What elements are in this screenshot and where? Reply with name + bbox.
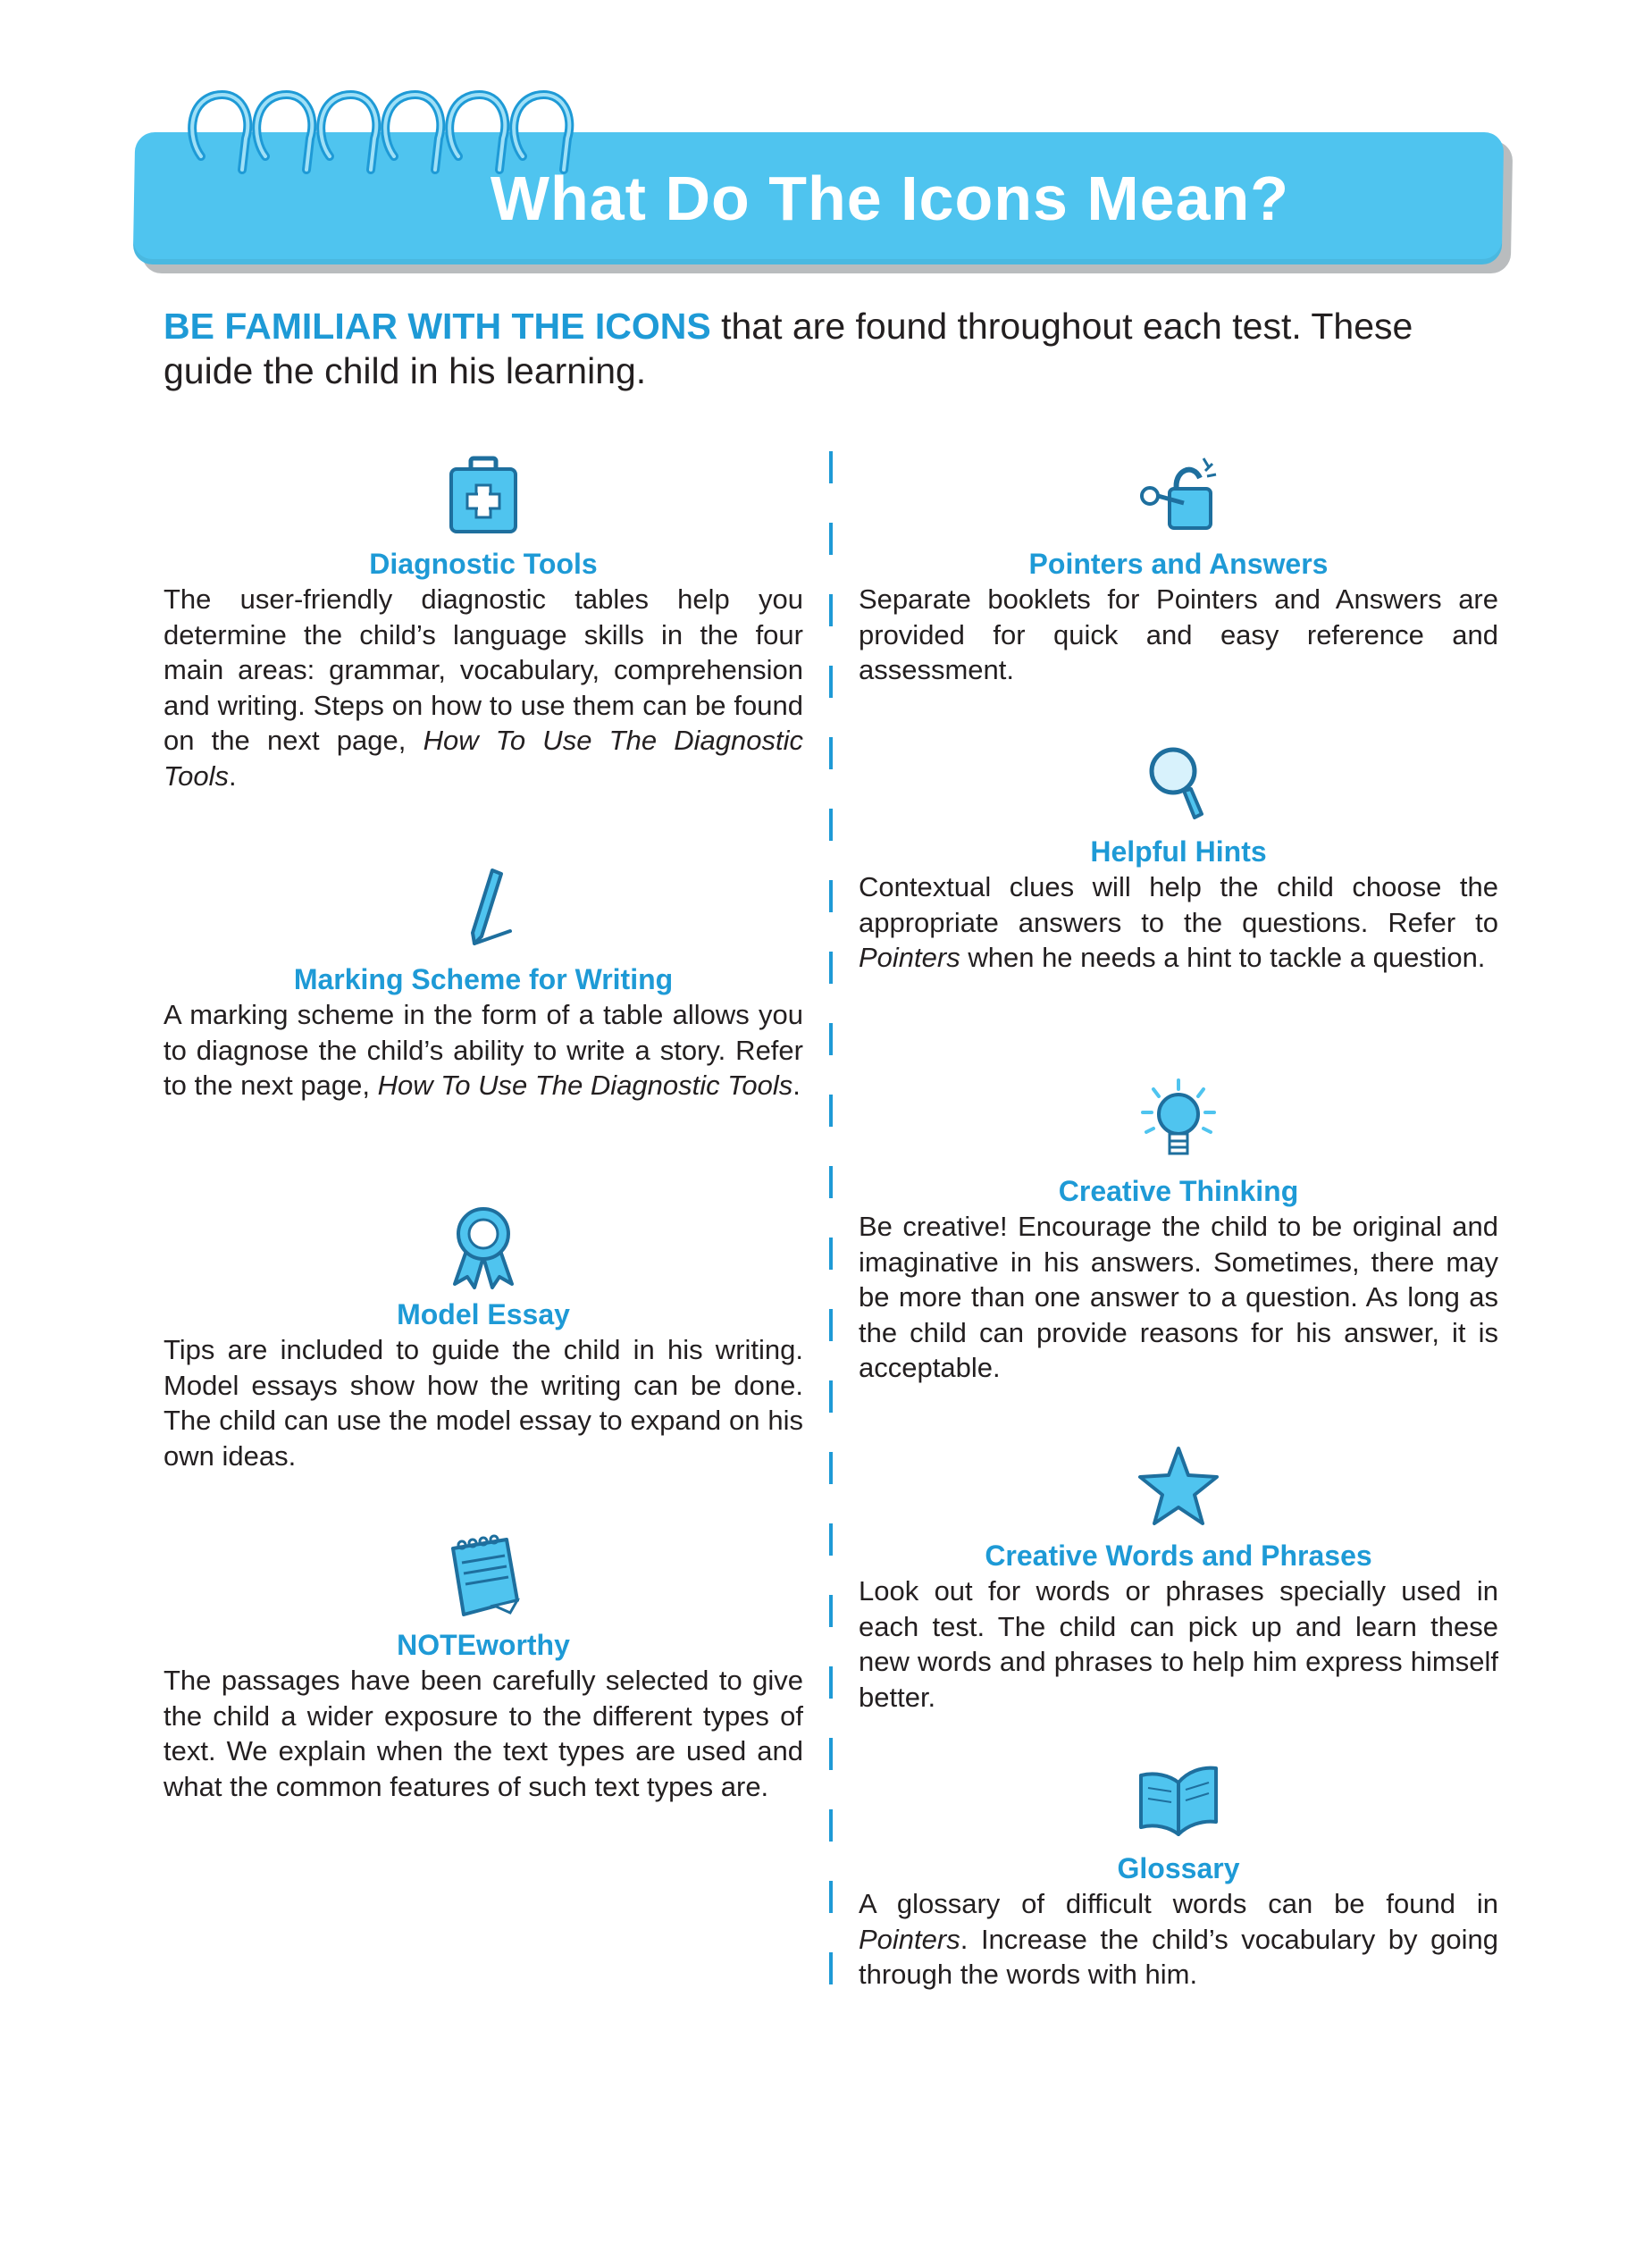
first-aid-kit-icon bbox=[439, 451, 528, 541]
text-emphasis: How To Use The Diagnostic Tools bbox=[377, 1070, 793, 1101]
text-part: The passages have been carefully selected to give the child a wider exposure to the different types of text. We explain when the text types are used and what the common features of such text types are. bbox=[164, 1665, 803, 1802]
text-part: . Increase the child’s vocabulary by going through the words with him. bbox=[859, 1923, 1498, 1990]
item-creative-thinking bbox=[859, 1078, 1498, 1386]
padlock-key-icon bbox=[1134, 451, 1223, 541]
item-description bbox=[859, 869, 1498, 976]
text-part: . bbox=[792, 1070, 801, 1101]
item-description bbox=[164, 1332, 803, 1473]
text-emphasis: Pointers bbox=[859, 942, 960, 973]
item-title: NOTEworthy bbox=[397, 1629, 570, 1661]
text-part: . bbox=[228, 759, 237, 792]
intro-paragraph bbox=[164, 304, 1504, 393]
item-description bbox=[859, 1886, 1498, 1993]
item-title: Glossary bbox=[1117, 1852, 1240, 1884]
item-title: Helpful Hints bbox=[1090, 835, 1267, 868]
text-emphasis: Pointers bbox=[859, 1923, 960, 1955]
magnifying-glass-icon bbox=[1134, 739, 1223, 828]
text-part: A glossary of difficult words can be found in bbox=[859, 1888, 1498, 1919]
text-part: Separate booklets for Pointers and Answers are provided for quick and easy reference and assessment. bbox=[859, 583, 1498, 685]
item-diagnostic-tools bbox=[164, 451, 803, 793]
text-part: Be creative! Encourage the child to be original and imaginative in his answers. Sometimes, there may be more than one answer to a question. As long as the child can provide reasons for his answer, it is acceptable. bbox=[859, 1211, 1498, 1383]
item-description bbox=[859, 582, 1498, 688]
text-part: A marking scheme in the form of a table allows you to diagnose the child’s ability to write a story. Refer to the next page, bbox=[164, 999, 803, 1101]
award-ribbon-icon bbox=[439, 1202, 528, 1291]
item-title: Pointers and Answers bbox=[1028, 548, 1329, 580]
item-creative-words bbox=[859, 1443, 1498, 1715]
text-part: when he needs a hint to tackle a question. bbox=[960, 942, 1486, 973]
text-part: Tips are included to guide the child in his writing. Model essays show how the writing can be done. The child can use the model essay to expand on his own ideas. bbox=[164, 1334, 803, 1472]
pencil-icon bbox=[439, 867, 528, 956]
item-model-essay bbox=[164, 1202, 803, 1473]
item-description bbox=[859, 1209, 1498, 1386]
intro-lead: BE FAMILIAR WITH THE ICONS bbox=[164, 306, 711, 347]
intro-rest: that are found throughout each test. These guide the child in his learning. bbox=[164, 306, 1413, 391]
text-part: The user-friendly diagnostic tables help you determine the child’s language skills in the four main areas: grammar, vocabulary, comprehension and writing. Steps on how to use them can be found on the next page, bbox=[164, 583, 803, 756]
star-icon bbox=[1134, 1443, 1223, 1532]
item-description bbox=[164, 997, 803, 1103]
column-divider bbox=[826, 451, 835, 2024]
item-title: Creative Words and Phrases bbox=[985, 1540, 1372, 1572]
open-book-icon bbox=[1134, 1756, 1223, 1845]
item-title: Marking Scheme for Writing bbox=[293, 963, 674, 995]
item-description bbox=[859, 1573, 1498, 1715]
text-part: Look out for words or phrases specially used in each test. The child can pick up and learn these new words and phrases to help him express himself better. bbox=[859, 1575, 1498, 1713]
item-pointers-and-answers bbox=[859, 451, 1498, 688]
item-description bbox=[164, 582, 803, 793]
text-emphasis: How To Use The Diagnostic Tools bbox=[164, 725, 803, 792]
item-title: Model Essay bbox=[397, 1298, 570, 1330]
item-noteworthy bbox=[164, 1532, 803, 1804]
item-title: Diagnostic Tools bbox=[369, 548, 598, 580]
item-helpful-hints bbox=[859, 739, 1498, 976]
item-marking-scheme bbox=[164, 867, 803, 1103]
item-description bbox=[164, 1663, 803, 1804]
text-part: Contextual clues will help the child choose the appropriate answers to the questions. Refer to bbox=[859, 871, 1498, 938]
notepad-icon bbox=[439, 1532, 528, 1622]
page-title: What Do The Icons Mean? bbox=[490, 164, 1290, 233]
item-title: Creative Thinking bbox=[1058, 1175, 1299, 1207]
light-bulb-icon bbox=[1134, 1078, 1223, 1168]
item-glossary bbox=[859, 1756, 1498, 1993]
